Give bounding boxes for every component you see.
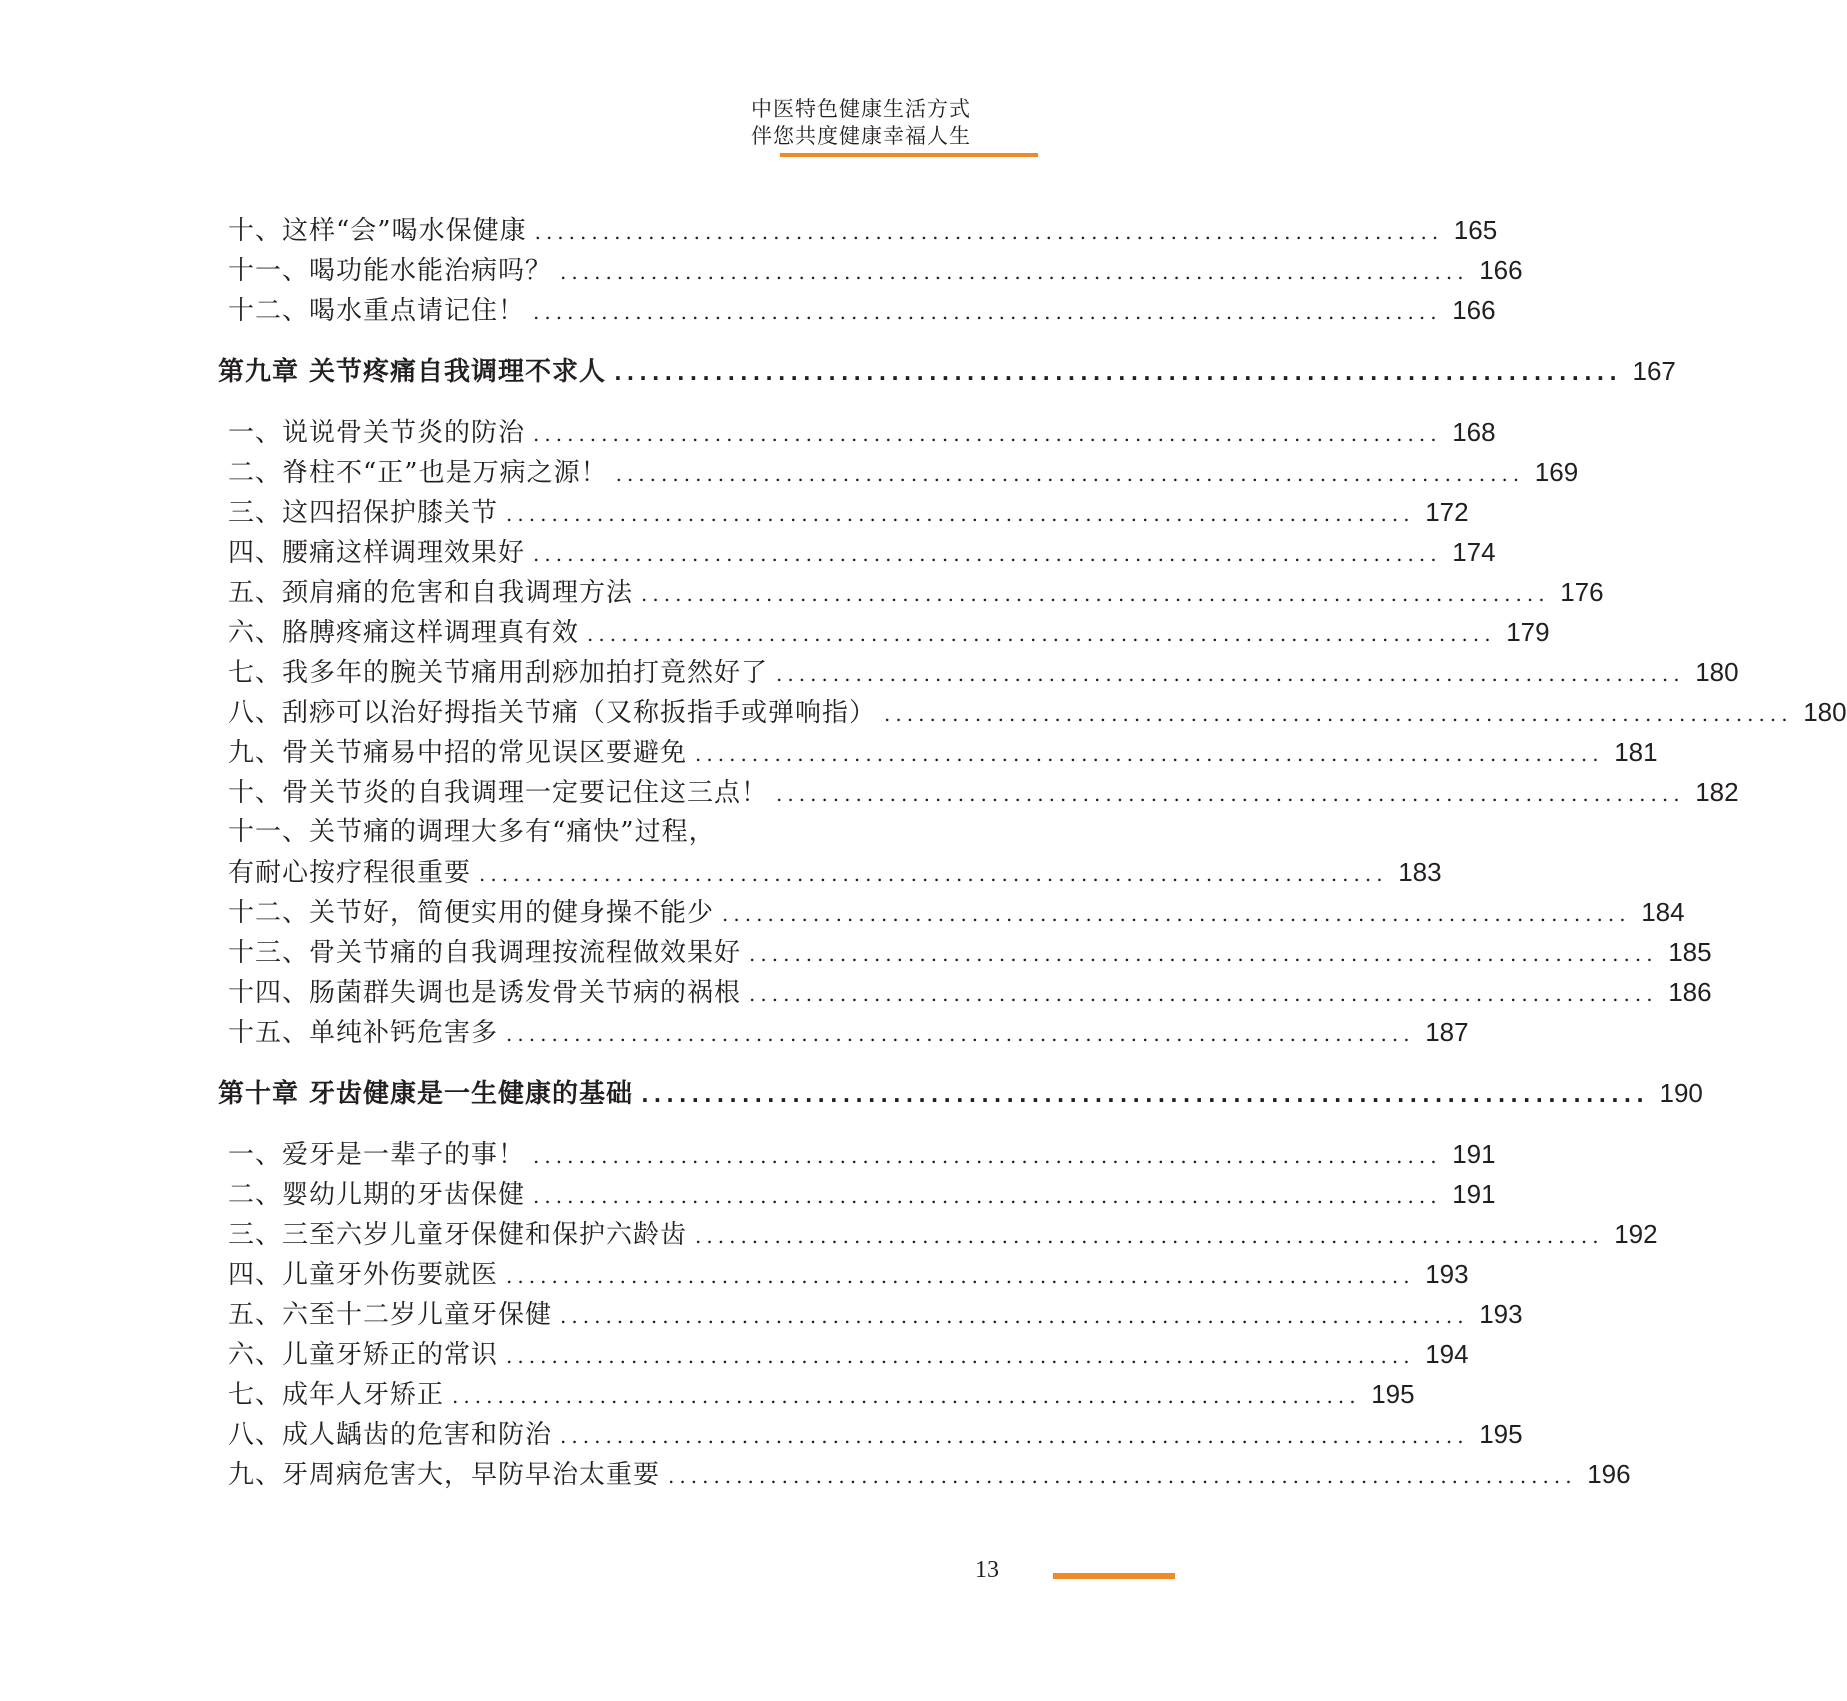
- toc-entry[interactable]: [218, 932, 1712, 972]
- toc-page-number: 186: [1668, 977, 1712, 1007]
- toc-leader-dots: ................................................................................: [506, 1022, 1415, 1046]
- footer-accent-rule: [1053, 1573, 1175, 1579]
- toc-leader-dots: ................................................................................: [668, 1464, 1577, 1488]
- toc-leader-dots: ................................................................................: [506, 502, 1415, 526]
- toc-entry[interactable]: [218, 1174, 1496, 1214]
- toc-entry-title: 二、脊柱不“正”也是万病之源！: [228, 458, 608, 488]
- toc-entry-title: 五、颈肩痛的危害和自我调理方法: [228, 578, 634, 608]
- header-accent-rule: [780, 153, 1038, 157]
- toc-page-number: 166: [1452, 295, 1496, 325]
- toc-leader-dots: ................................................................................: [479, 862, 1388, 886]
- toc-entry-title: 三、这四招保护膝关节: [228, 498, 499, 528]
- toc-entry-title: 九、骨关节痛易中招的常见误区要避免: [228, 738, 688, 768]
- toc-entry[interactable]: [218, 612, 1550, 652]
- toc-leader-dots: ................................................................................: [560, 1304, 1469, 1328]
- toc-page-number: 196: [1587, 1459, 1631, 1489]
- page-number: 13: [975, 1557, 999, 1583]
- toc-entry-title-line2: 有耐心按疗程很重要: [228, 858, 472, 888]
- toc-entry[interactable]: [218, 1214, 1658, 1254]
- toc-entry-title: 十一、喝功能水能治病吗？: [228, 256, 553, 286]
- toc-entry-title: 七、我多年的腕关节痛用刮痧加拍打竟然好了: [228, 658, 769, 688]
- toc-page-number: 180: [1695, 657, 1739, 687]
- toc-leader-dots: ................................................................................: [452, 1384, 1361, 1408]
- toc-page-number: 194: [1425, 1339, 1469, 1369]
- toc-leader-dots: ................................................................................: [641, 582, 1550, 606]
- toc-leader-dots: ................................................................................: [614, 361, 1622, 385]
- toc-entry-title: 十四、肠菌群失调也是诱发骨关节病的祸根: [228, 978, 742, 1008]
- toc-leader-dots: ................................................................................: [641, 1083, 1649, 1107]
- toc-page-number: 190: [1659, 1078, 1703, 1108]
- toc-page-number: 184: [1641, 897, 1685, 927]
- toc-leader-dots: ................................................................................: [884, 702, 1793, 726]
- toc-leader-dots: ................................................................................: [776, 662, 1685, 686]
- toc-page-number: 181: [1614, 737, 1658, 767]
- toc-entry-title: 十三、骨关节痛的自我调理按流程做效果好: [228, 938, 742, 968]
- toc-leader-dots: ................................................................................: [749, 982, 1658, 1006]
- toc-entry[interactable]: [218, 1012, 1469, 1052]
- toc-entry-title: 一、说说骨关节炎的防治: [228, 418, 526, 448]
- toc-page-number: 176: [1560, 577, 1604, 607]
- toc-entry[interactable]: [218, 1414, 1523, 1454]
- toc-page-number: 182: [1695, 777, 1739, 807]
- toc-page-number: 172: [1425, 497, 1469, 527]
- toc-leader-dots: ................................................................................: [506, 1344, 1415, 1368]
- toc-chapter-9[interactable]: [218, 348, 1676, 394]
- toc-entry[interactable]: [218, 492, 1469, 532]
- toc-page-number: 179: [1506, 617, 1550, 647]
- running-header: [751, 96, 971, 150]
- toc-entry-title: 六、胳膊疼痛这样调理真有效: [228, 618, 580, 648]
- toc-entry[interactable]: [218, 1454, 1631, 1494]
- toc-page-number: 168: [1452, 417, 1496, 447]
- toc-page-number: 191: [1452, 1139, 1496, 1169]
- toc-leader-dots: ................................................................................: [749, 942, 1658, 966]
- toc-page-number: 165: [1453, 215, 1498, 245]
- toc-leader-dots: ................................................................................: [533, 1144, 1442, 1168]
- toc-page-number: 191: [1452, 1179, 1496, 1209]
- toc-entry-wrapped-cont[interactable]: [218, 852, 1442, 892]
- toc-page-number: 183: [1398, 857, 1442, 887]
- toc-entry[interactable]: [218, 692, 1847, 732]
- toc-entry[interactable]: [218, 290, 1496, 330]
- toc-entry[interactable]: [218, 772, 1739, 812]
- toc-entry-title: 四、腰痛这样调理效果好: [228, 538, 526, 568]
- toc-entry[interactable]: [218, 892, 1685, 932]
- table-of-contents: [218, 210, 1847, 1494]
- toc-entry[interactable]: [218, 1334, 1469, 1374]
- toc-leader-dots: ................................................................................: [534, 220, 1444, 244]
- toc-page-number: 193: [1479, 1299, 1523, 1329]
- header-line-2: 伴您共度健康幸福人生: [751, 124, 971, 148]
- toc-entry-wrapped[interactable]: [218, 812, 978, 852]
- toc-entry[interactable]: [218, 532, 1496, 572]
- toc-page-number: 187: [1425, 1017, 1469, 1047]
- toc-entry-title: 十五、单纯补钙危害多: [228, 1018, 499, 1048]
- toc-entry[interactable]: [218, 1254, 1469, 1294]
- toc-leader-dots: ................................................................................: [695, 1224, 1604, 1248]
- header-line-1: 中医特色健康生活方式: [751, 97, 971, 121]
- toc-entry-title-line1: 十一、关节痛的调理大多有“痛快”过程，: [228, 817, 716, 847]
- toc-chapter-10[interactable]: [218, 1070, 1703, 1116]
- toc-entry[interactable]: [218, 250, 1523, 290]
- toc-page-number: 195: [1479, 1419, 1523, 1449]
- toc-entry-title: 一、爱牙是一辈子的事！: [228, 1140, 526, 1170]
- toc-leader-dots: ................................................................................: [506, 1264, 1415, 1288]
- toc-page-number: 166: [1479, 255, 1523, 285]
- toc-entry[interactable]: [218, 1294, 1523, 1334]
- toc-leader-dots: ................................................................................: [695, 742, 1604, 766]
- toc-leader-dots: ................................................................................: [533, 542, 1442, 566]
- toc-page-number: 185: [1668, 937, 1712, 967]
- toc-leader-dots: ................................................................................: [533, 1184, 1442, 1208]
- toc-entry-title: 十二、关节好，简便实用的健身操不能少: [228, 898, 715, 928]
- toc-leader-dots: ................................................................................: [776, 782, 1685, 806]
- toc-page-number: 180: [1803, 697, 1847, 727]
- toc-entry-title: 七、成年人牙矫正: [228, 1380, 445, 1410]
- toc-entry[interactable]: [218, 572, 1604, 612]
- toc-entry[interactable]: [218, 452, 1579, 492]
- toc-entry-title: 九、牙周病危害大，早防早治太重要: [228, 1460, 661, 1490]
- toc-entry-title: 六、儿童牙矫正的常识: [228, 1340, 499, 1370]
- toc-leader-dots: ................................................................................: [615, 462, 1525, 486]
- toc-entry-title: 四、儿童牙外伤要就医: [228, 1260, 499, 1290]
- toc-page-number: 167: [1632, 356, 1676, 386]
- toc-entry-title: 三、三至六岁儿童牙保健和保护六龄齿: [228, 1220, 688, 1250]
- toc-leader-dots: ................................................................................: [560, 260, 1469, 284]
- toc-leader-dots: ................................................................................: [722, 902, 1631, 926]
- toc-entry-title: 十、骨关节炎的自我调理一定要记住这三点！: [228, 778, 769, 808]
- toc-entry-title: 八、成人龋齿的危害和防治: [228, 1420, 553, 1450]
- toc-entry-title: 十二、喝水重点请记住！: [228, 296, 526, 326]
- toc-leader-dots: ................................................................................: [587, 622, 1496, 646]
- toc-chapter-title: 第十章 牙齿健康是一生健康的基础: [218, 1079, 634, 1109]
- toc-entry-title: 八、刮痧可以治好拇指关节痛（又称扳指手或弹响指）: [228, 698, 877, 728]
- toc-leader-dots: ................................................................................: [533, 300, 1442, 324]
- toc-chapter-title: 第九章 关节疼痛自我调理不求人: [218, 357, 607, 387]
- toc-entry[interactable]: [218, 652, 1739, 692]
- toc-page-number: 195: [1371, 1379, 1415, 1409]
- toc-entry-title: 十、这样“会”喝水保健康: [228, 216, 527, 246]
- toc-entry[interactable]: [218, 210, 1498, 250]
- toc-leader-dots: ................................................................................: [560, 1424, 1469, 1448]
- toc-leader-dots: ................................................................................: [533, 422, 1442, 446]
- toc-entry-title: 五、六至十二岁儿童牙保健: [228, 1300, 553, 1330]
- toc-entry-title: 二、婴幼儿期的牙齿保健: [228, 1180, 526, 1210]
- toc-page-number: 169: [1534, 457, 1579, 487]
- toc-entry[interactable]: [218, 1374, 1415, 1414]
- toc-page-number: 192: [1614, 1219, 1658, 1249]
- toc-entry[interactable]: [218, 972, 1712, 1012]
- toc-entry[interactable]: [218, 412, 1496, 452]
- toc-page-number: 193: [1425, 1259, 1469, 1289]
- toc-entry[interactable]: [218, 1134, 1496, 1174]
- toc-entry[interactable]: [218, 732, 1658, 772]
- toc-page-number: 174: [1452, 537, 1496, 567]
